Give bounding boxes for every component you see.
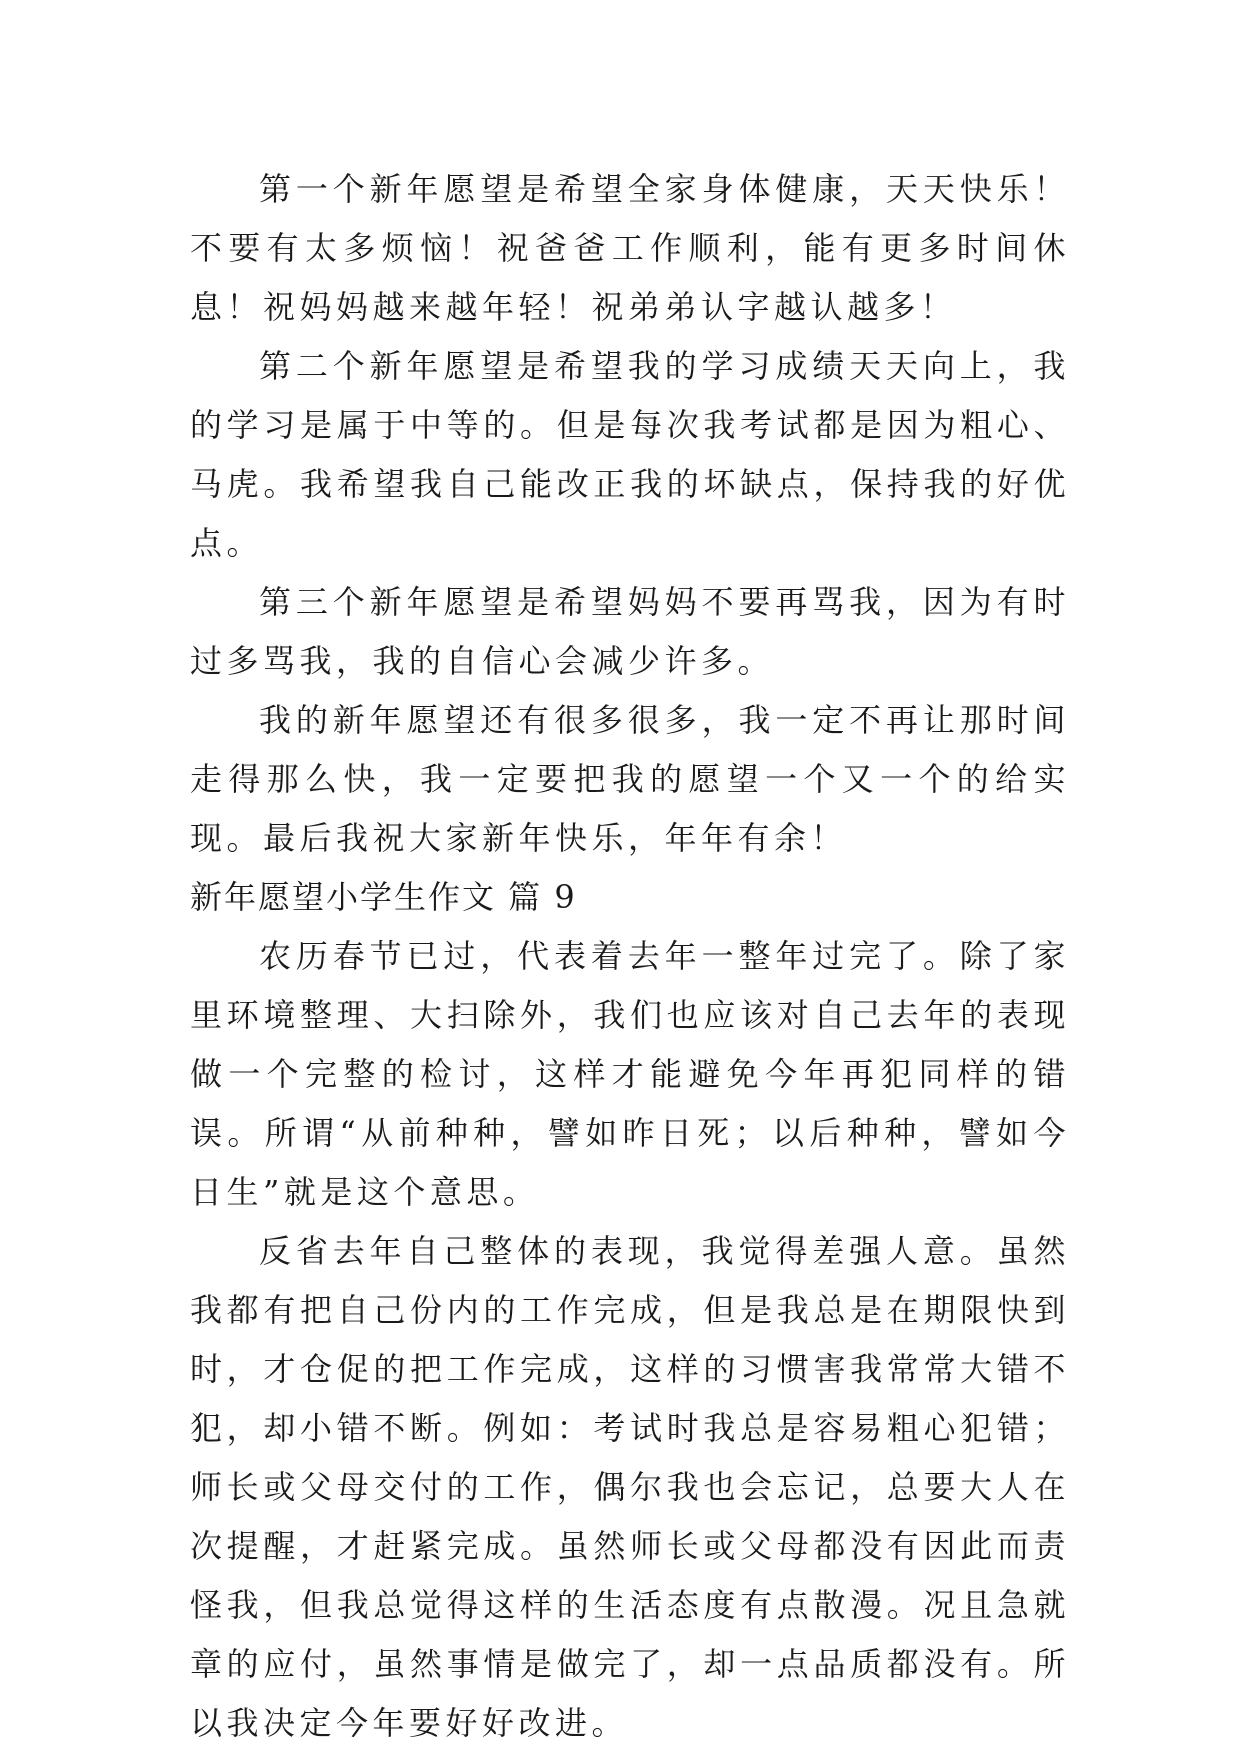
paragraph-wish-one: 第一个新年愿望是希望全家身体健康，天天快乐！不要有太多烦恼！祝爸爸工作顺利，能有更多时间休息！祝妈妈越来越年轻！祝弟弟认字越认越多！ bbox=[190, 170, 1070, 326]
paragraph-wish-three: 第三个新年愿望是希望妈妈不要再骂我，因为有时过多骂我，我的自信心会减少许多。 bbox=[190, 583, 1070, 680]
paragraph-wish-closing: 我的新年愿望还有很多很多，我一定不再让那时间走得那么快，我一定要把我的愿望一个又一个的给实现。最后我祝大家新年快乐，年年有余！ bbox=[190, 701, 1070, 857]
document-body bbox=[190, 160, 1070, 1753]
paragraph-wish-two: 第二个新年愿望是希望我的学习成绩天天向上，我的学习是属于中等的。但是每次我考试都是因为粗心、马虎。我希望我自己能改正我的坏缺点，保持我的好优点。 bbox=[190, 347, 1070, 562]
paragraph-self-reflection: 反省去年自己整体的表现，我觉得差强人意。虽然我都有把自己份内的工作完成，但是我总是在期限快到时，才仓促的把工作完成，这样的习惯害我常常大错不犯，却小错不断。例如：考试时我总是容易粗心犯错；师长或父母交付的工作，偶尔我也会忘记，总要大人在次提醒，才赶紧完成。虽然师长或父母都没有因此而责怪我，但我总觉得这样的生活态度有点散漫。况且急就章的应付，虽然事情是做完了，却一点品质都没有。所以我决定今年要好好改进。 bbox=[190, 1232, 1070, 1742]
section-heading: 新年愿望小学生作文 篇 9 bbox=[190, 878, 577, 916]
paragraph-spring-festival: 农历春节已过，代表着去年一整年过完了。除了家里环境整理、大扫除外，我们也应该对自己去年的表现做一个完整的检讨，这样才能避免今年再犯同样的错误。所谓“从前种种，譬如昨日死；以后种种，譬如今日生”就是这个意思。 bbox=[190, 937, 1070, 1211]
